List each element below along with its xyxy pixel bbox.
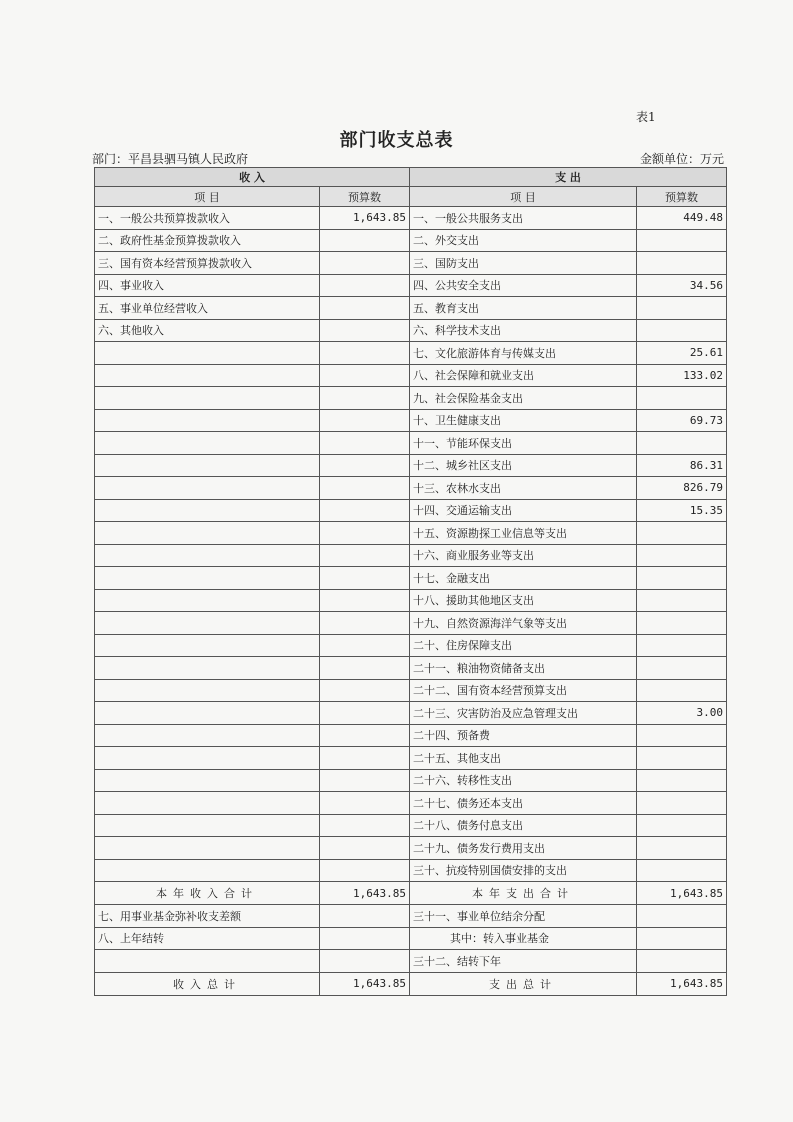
income-item [95,702,320,725]
grand-total-row-expense-amount: 1,643.85 [637,972,727,995]
expense-amount [637,319,727,342]
income-amount [320,792,410,815]
income-amount [320,612,410,635]
table-row [95,567,727,590]
table-row [95,207,727,230]
expense-item: 十七、金融支出 [410,567,637,590]
income-item [95,364,320,387]
income-amount [320,387,410,410]
income-item [95,342,320,365]
expense-item: 三十一、事业单位结余分配 [410,905,637,928]
income-amount [320,747,410,770]
income-item: 五、事业单位经营收入 [95,297,320,320]
income-amount [320,499,410,522]
expense-amount [637,950,727,973]
income-item: 七、用事业基金弥补收支差额 [95,905,320,928]
table-row [95,724,727,747]
income-item [95,409,320,432]
year-total-row-expense-label: 本年支出合计 [410,882,637,905]
table-row [95,837,727,860]
table-row [95,544,727,567]
income-header: 收 入 [95,168,410,187]
expense-item: 十三、农林水支出 [410,477,637,500]
table-row [95,927,727,950]
grand-total-row-income-label: 收入总计 [95,972,320,995]
income-item [95,657,320,680]
income-item: 一、一般公共预算拨款收入 [95,207,320,230]
table-row [95,229,727,252]
expense-amount [637,432,727,455]
expense-item: 二十八、债务付息支出 [410,814,637,837]
table-row [95,319,727,342]
expense-amount: 449.48 [637,207,727,230]
income-amount [320,364,410,387]
expense-item: 二十一、粮油物资储备支出 [410,657,637,680]
expense-item: 三、国防支出 [410,252,637,275]
income-item: 二、政府性基金预算拨款收入 [95,229,320,252]
expense-budget-header: 预算数 [637,187,727,207]
income-amount [320,567,410,590]
grand-total-row-expense-label: 支出总计 [410,972,637,995]
income-amount [320,432,410,455]
income-amount [320,679,410,702]
income-amount [320,724,410,747]
table-row [95,859,727,882]
grand-total-row [95,972,727,995]
year-total-row-expense-amount: 1,643.85 [637,882,727,905]
expense-amount [637,567,727,590]
expense-amount: 25.61 [637,342,727,365]
expense-amount [637,679,727,702]
income-amount [320,454,410,477]
income-budget-header: 预算数 [320,187,410,207]
income-amount [320,634,410,657]
expense-item: 二十九、债务发行费用支出 [410,837,637,860]
table-row [95,679,727,702]
income-amount [320,905,410,928]
income-item [95,950,320,973]
expense-amount: 86.31 [637,454,727,477]
expense-item: 四、公共安全支出 [410,274,637,297]
income-amount [320,522,410,545]
income-amount [320,927,410,950]
income-amount [320,319,410,342]
income-item [95,747,320,770]
income-item [95,477,320,500]
expense-amount [637,229,727,252]
expense-amount: 15.35 [637,499,727,522]
income-item: 六、其他收入 [95,319,320,342]
expense-amount [637,657,727,680]
expense-item: 十四、交通运输支出 [410,499,637,522]
table-header-row [95,168,727,187]
expense-item: 十、卫生健康支出 [410,409,637,432]
table-row [95,477,727,500]
expense-amount [637,905,727,928]
expense-amount [637,769,727,792]
income-item [95,612,320,635]
income-item: 三、国有资本经营预算拨款收入 [95,252,320,275]
table-row [95,814,727,837]
expense-item: 二十四、预备费 [410,724,637,747]
income-amount [320,252,410,275]
expense-amount [637,634,727,657]
expense-amount [637,792,727,815]
expense-item: 八、社会保障和就业支出 [410,364,637,387]
income-amount [320,657,410,680]
income-item [95,792,320,815]
income-item [95,499,320,522]
income-item [95,522,320,545]
expense-item: 九、社会保险基金支出 [410,387,637,410]
income-amount [320,769,410,792]
table-row [95,274,727,297]
income-amount [320,702,410,725]
table-row [95,634,727,657]
table-row [95,589,727,612]
income-item [95,679,320,702]
income-item [95,454,320,477]
income-amount [320,477,410,500]
table-row [95,297,727,320]
income-item [95,589,320,612]
table-row [95,387,727,410]
income-amount [320,950,410,973]
table-row [95,499,727,522]
expense-item: 七、文化旅游体育与传媒支出 [410,342,637,365]
expense-item: 五、教育支出 [410,297,637,320]
expense-amount [637,859,727,882]
income-amount [320,409,410,432]
expense-amount [637,747,727,770]
expense-amount: 826.79 [637,477,727,500]
income-item [95,432,320,455]
expense-item: 六、科学技术支出 [410,319,637,342]
income-amount [320,814,410,837]
expense-amount: 34.56 [637,274,727,297]
expense-header: 支 出 [410,168,727,187]
year-total-row-income-label: 本年收入合计 [95,882,320,905]
income-amount [320,859,410,882]
expense-amount: 69.73 [637,409,727,432]
income-amount [320,342,410,365]
table-row [95,454,727,477]
income-item [95,769,320,792]
amount-unit-label: 金额单位：万元 [640,152,725,166]
expense-amount [637,522,727,545]
table-row [95,432,727,455]
expense-item-header: 项 目 [410,187,637,207]
income-amount [320,229,410,252]
expense-item: 二、外交支出 [410,229,637,252]
grand-total-row-income-amount: 1,643.85 [320,972,410,995]
income-amount [320,274,410,297]
expense-amount [637,544,727,567]
table-row [95,342,727,365]
income-item: 八、上年结转 [95,927,320,950]
table-number: 表1 [636,110,656,124]
expense-item: 二十七、债务还本支出 [410,792,637,815]
expense-amount: 3.00 [637,702,727,725]
income-amount [320,297,410,320]
expense-item: 二十五、其他支出 [410,747,637,770]
table-row [95,364,727,387]
expense-item: 二十、住房保障支出 [410,634,637,657]
expense-item: 十一、节能环保支出 [410,432,637,455]
budget-summary-table [94,167,727,996]
income-amount [320,544,410,567]
income-item-header: 项 目 [95,187,320,207]
table-subheader-row [95,187,727,207]
income-item: 四、事业收入 [95,274,320,297]
income-amount: 1,643.85 [320,207,410,230]
page-title: 部门收支总表 [339,130,454,151]
table-row [95,769,727,792]
expense-item: 其中：转入事业基金 [410,927,637,950]
expense-item: 十五、资源勘探工业信息等支出 [410,522,637,545]
income-item [95,544,320,567]
expense-amount [637,387,727,410]
table-row [95,522,727,545]
expense-amount [637,297,727,320]
expense-amount [637,927,727,950]
income-amount [320,837,410,860]
income-amount [320,589,410,612]
expense-amount [637,814,727,837]
expense-item: 二十二、国有资本经营预算支出 [410,679,637,702]
income-item [95,859,320,882]
table-row [95,747,727,770]
income-item [95,837,320,860]
expense-item: 十八、援助其他地区支出 [410,589,637,612]
year-total-row-income-amount: 1,643.85 [320,882,410,905]
expense-amount [637,837,727,860]
expense-item: 十九、自然资源海洋气象等支出 [410,612,637,635]
expense-amount [637,252,727,275]
table-row [95,657,727,680]
table-row [95,792,727,815]
expense-amount [637,724,727,747]
expense-amount [637,612,727,635]
expense-amount: 133.02 [637,364,727,387]
table-row [95,612,727,635]
income-item [95,387,320,410]
income-item [95,634,320,657]
table-row [95,252,727,275]
table-row [95,950,727,973]
table-row [95,905,727,928]
expense-item: 二十六、转移性支出 [410,769,637,792]
expense-amount [637,589,727,612]
table-row [95,409,727,432]
department-label: 部门：平昌县驷马镇人民政府 [92,152,249,166]
expense-item: 十六、商业服务业等支出 [410,544,637,567]
expense-item: 三十二、结转下年 [410,950,637,973]
expense-item: 二十三、灾害防治及应急管理支出 [410,702,637,725]
income-item [95,567,320,590]
expense-item: 三十、抗疫特别国债安排的支出 [410,859,637,882]
expense-item: 一、一般公共服务支出 [410,207,637,230]
income-item [95,724,320,747]
table-row [95,702,727,725]
expense-item: 十二、城乡社区支出 [410,454,637,477]
year-total-row [95,882,727,905]
income-item [95,814,320,837]
